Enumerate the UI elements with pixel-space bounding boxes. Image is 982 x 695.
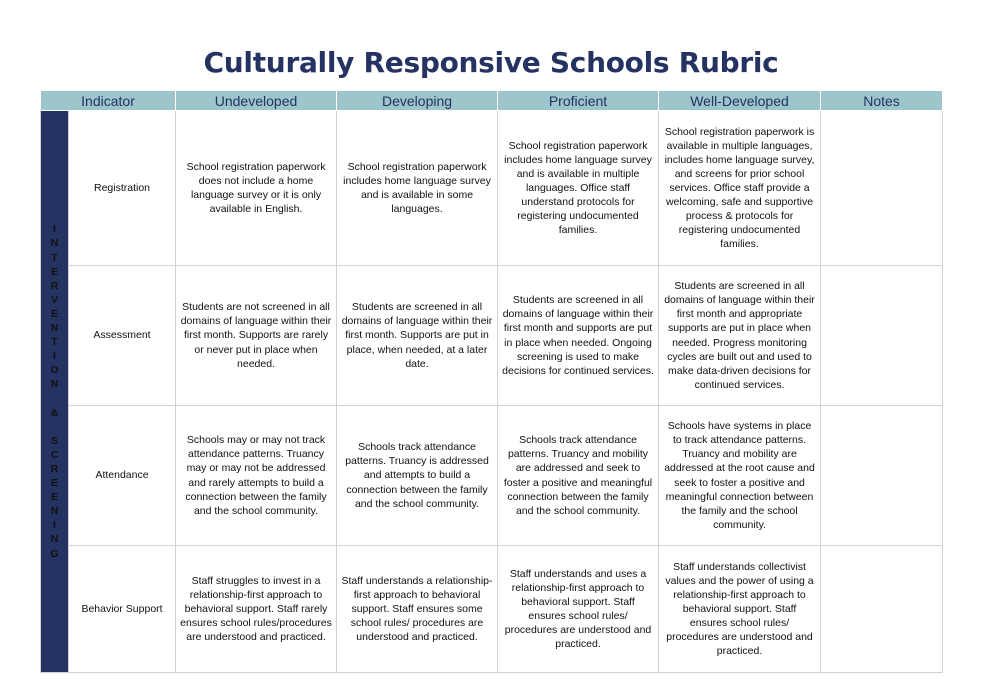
cell-registration-undeveloped: School registration paperwork does not include a home language survey or it is only available in English. xyxy=(176,111,337,266)
cell-registration-proficient: School registration paperwork includes home language survey and is available in multiple languages. Office staff understand protocols for registering undocumented families. xyxy=(498,111,659,266)
cell-attendance-notes xyxy=(821,406,943,546)
side-letter: N xyxy=(50,322,59,335)
indicator-behavior-support: Behavior Support xyxy=(69,546,176,673)
side-letter: O xyxy=(50,364,59,377)
cell-behavior-undeveloped: Staff struggles to invest in a relationship-first approach to behavioral support. Staff rarely ensures school rules/procedures are understood and practiced. xyxy=(176,546,337,673)
header-well-developed: Well-Developed xyxy=(659,91,821,111)
header-undeveloped: Undeveloped xyxy=(176,91,337,111)
cell-registration-notes xyxy=(821,111,943,266)
indicator-assessment: Assessment xyxy=(69,266,176,406)
cell-behavior-proficient: Staff understands and uses a relationship-first approach to behavioral support. Staff ensures school rules/ procedures are understood and practiced. xyxy=(498,546,659,673)
side-letter: E xyxy=(50,477,58,490)
side-letter: N xyxy=(50,533,59,546)
cell-assessment-undeveloped: Students are not screened in all domains of language within their first month. Supports are rarely or never put in place when needed. xyxy=(176,266,337,406)
side-letter: E xyxy=(50,491,58,504)
side-letter xyxy=(45,420,64,434)
side-letter: T xyxy=(51,336,58,349)
table-row xyxy=(41,546,943,673)
cell-behavior-well-developed: Staff understands collectivist values and the power of using a relationship-first approach to behavioral support. Staff ensures school rules/ procedures are understood and practiced. xyxy=(659,546,821,673)
table-row xyxy=(41,266,943,406)
side-letter: N xyxy=(50,505,59,518)
cell-assessment-well-developed: Students are screened in all domains of language within their first month and appropriate supports are put in place when needed. Progress monitoring cycles are built out and used to make data-driven decisions for continued services. xyxy=(659,266,821,406)
table-row xyxy=(41,406,943,546)
side-letter: T xyxy=(51,251,58,264)
side-letter: G xyxy=(50,547,59,560)
cell-registration-developing: School registration paperwork includes home language survey and is available in some languages. xyxy=(337,111,498,266)
cell-behavior-notes xyxy=(821,546,943,673)
side-letter: I xyxy=(53,350,56,363)
header-developing: Developing xyxy=(337,91,498,111)
side-letter: N xyxy=(50,378,59,391)
cell-attendance-well-developed: Schools have systems in place to track attendance patterns. Truancy and mobility are addressed at the root cause and seek to foster a positive and meaningful connection between the family and the school community. xyxy=(659,406,821,546)
cell-attendance-undeveloped: Schools may or may not track attendance patterns. Truancy may or may not be addressed and rarely attempts to build a connection between the family and the school community. xyxy=(176,406,337,546)
header-indicator: Indicator xyxy=(41,91,176,111)
cell-assessment-proficient: Students are screened in all domains of language within their first month and supports are put in place when needed. Ongoing screening is used to make decisions for continued services. xyxy=(498,266,659,406)
side-letter: E xyxy=(50,307,58,320)
side-label xyxy=(41,111,69,673)
cell-attendance-developing: Schools track attendance patterns. Truancy is addressed and attempts to build a connection between the family and the school community. xyxy=(337,406,498,546)
cell-attendance-proficient: Schools track attendance patterns. Truancy and mobility are addressed and seek to foster a positive and meaningful connection between the family and the school community. xyxy=(498,406,659,546)
header-proficient: Proficient xyxy=(498,91,659,111)
cell-behavior-developing: Staff understands a relationship-first approach to behavioral support. Staff ensures some school rules/ procedures are understood and practiced. xyxy=(337,546,498,673)
indicator-registration: Registration xyxy=(69,111,176,266)
cell-assessment-notes xyxy=(821,266,943,406)
rubric-table xyxy=(40,90,943,673)
table-row xyxy=(41,111,943,266)
side-letter xyxy=(45,392,64,406)
side-letter: I xyxy=(53,223,56,236)
side-letter: S xyxy=(50,434,58,447)
page-title: Culturally Responsive Schools Rubric xyxy=(203,46,779,79)
side-letter: N xyxy=(50,237,59,250)
header-notes: Notes xyxy=(821,91,943,111)
side-letter: R xyxy=(50,462,59,475)
cell-assessment-developing: Students are screened in all domains of language within their first month. Supports are put in place, when needed, at a later date. xyxy=(337,266,498,406)
indicator-attendance: Attendance xyxy=(69,406,176,546)
header-row xyxy=(41,91,943,111)
side-letter: & xyxy=(50,406,59,419)
side-letter: E xyxy=(50,265,58,278)
side-letter: C xyxy=(50,448,59,461)
side-letter: I xyxy=(53,519,56,532)
side-letter: V xyxy=(50,293,58,306)
cell-registration-well-developed: School registration paperwork is available in multiple languages, includes home language survey, and screens for prior school services. Office staff provide a welcoming, safe and supportive process & protocols for registering undocumented families. xyxy=(659,111,821,266)
side-letter: R xyxy=(50,279,59,292)
